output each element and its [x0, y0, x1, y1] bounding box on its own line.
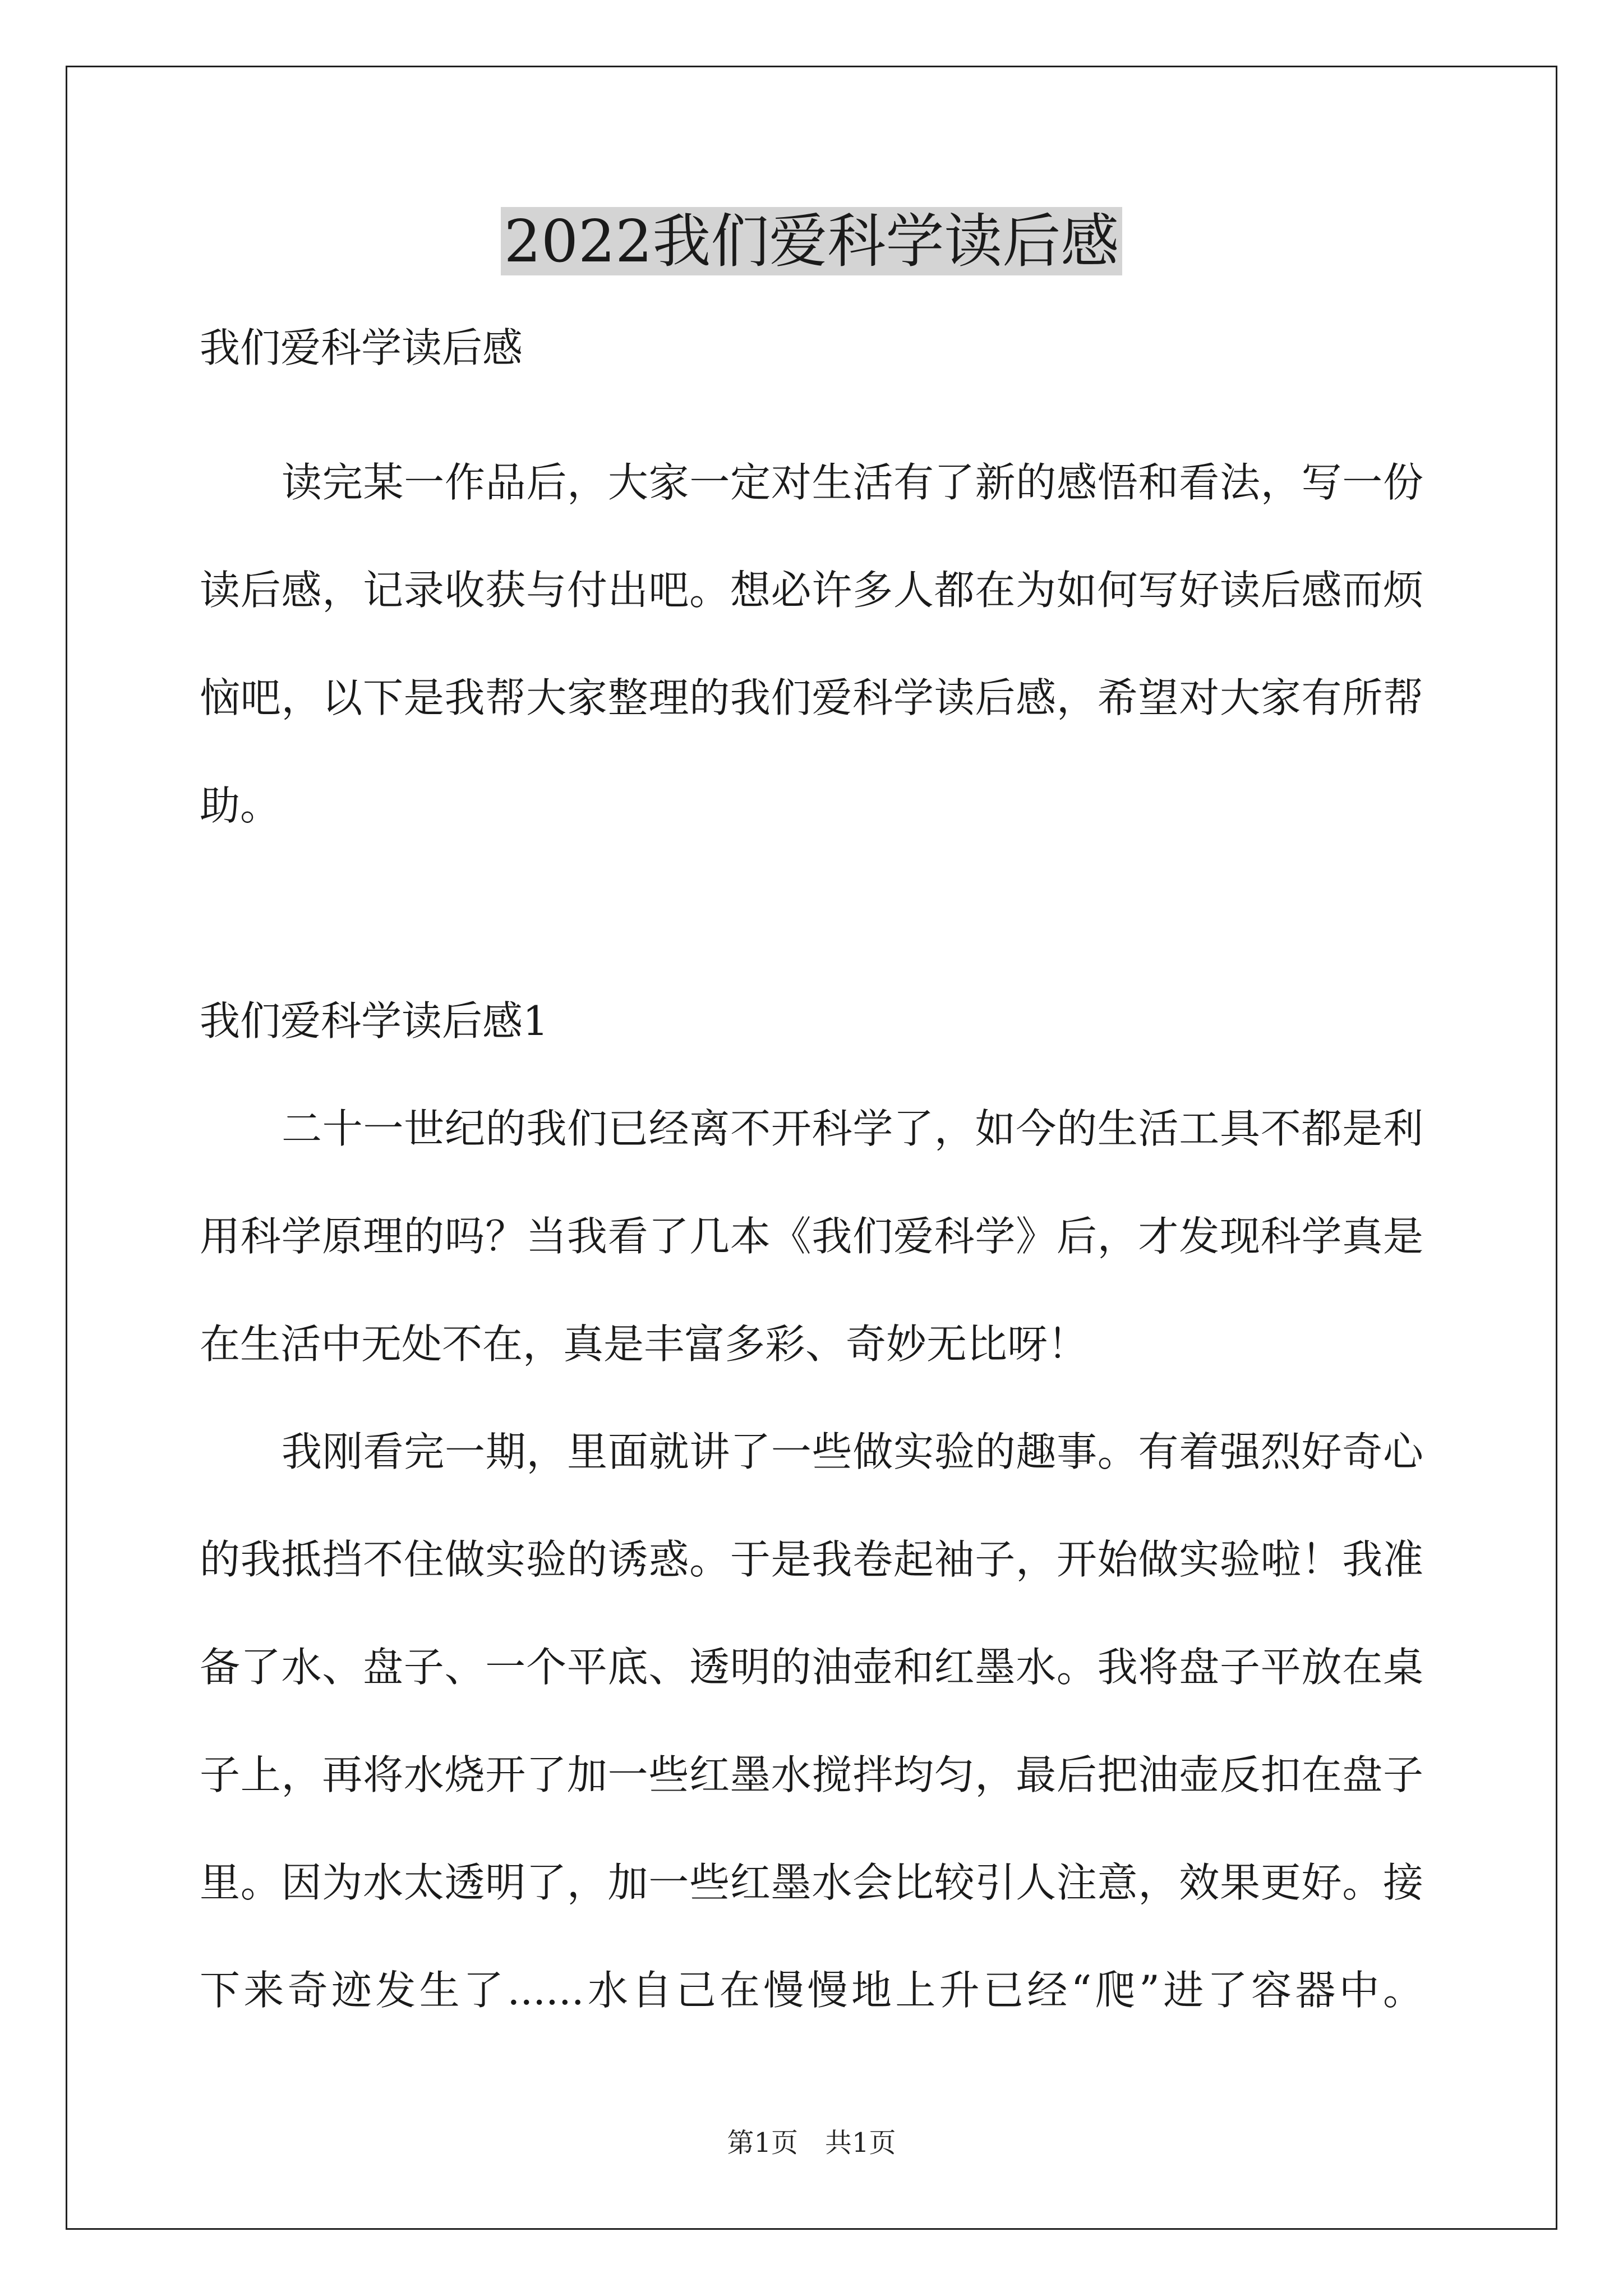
intro-line-1: 读完某一作品后，大家一定对生活有了新的感悟和看法，写一份: [282, 459, 1423, 506]
para2-line-5: 里。因为水太透明了，加一些红墨水会比较引人注意，效果更好。接: [200, 1859, 1423, 1906]
page-total: 共1页: [825, 2127, 896, 2159]
para1-line-2: 用科学原理的吗？当我看了几本《我们爱科学》后，才发现科学真是: [200, 1213, 1423, 1260]
para2-line-1: 我刚看完一期，里面就讲了一些做实验的趣事。有着强烈好奇心: [282, 1428, 1423, 1475]
intro-line-3: 恼吧，以下是我帮大家整理的我们爱科学读后感，希望对大家有所帮: [200, 674, 1423, 721]
para2-line-3: 备了水、盘子、一个平底、透明的油壶和红墨水。我将盘子平放在桌: [200, 1644, 1423, 1691]
para2-line-2: 的我抵挡不住做实验的诱惑。于是我卷起袖子，开始做实验啦！我准: [200, 1536, 1423, 1583]
intro-line-4: 助。: [200, 782, 281, 829]
section-heading: 我们爱科学读后感1: [200, 997, 548, 1045]
para1-line-3: 在生活中无处不在，真是丰富多彩、奇妙无比呀！: [200, 1320, 1089, 1368]
intro-line-2: 读后感，记录收获与付出吧。想必许多人都在为如何写好读后感而烦: [200, 567, 1423, 614]
document-title: [0, 199, 1623, 283]
page-number: 第1页: [727, 2127, 798, 2159]
document-title-text: 2022我们爱科学读后感: [501, 207, 1123, 275]
para1-line-1: 二十一世纪的我们已经离不开科学了，如今的生活工具不都是利: [282, 1105, 1423, 1152]
page-footer: [0, 2126, 1623, 2160]
subtitle: 我们爱科学读后感: [200, 324, 523, 371]
para2-line-4: 子上，再将水烧开了加一些红墨水搅拌均匀，最后把油壶反扣在盘子: [200, 1751, 1423, 1798]
para2-line-6: 下来奇迹发生了......水自己在慢慢地上升已经“爬”进了容器中。: [200, 1967, 1423, 2014]
